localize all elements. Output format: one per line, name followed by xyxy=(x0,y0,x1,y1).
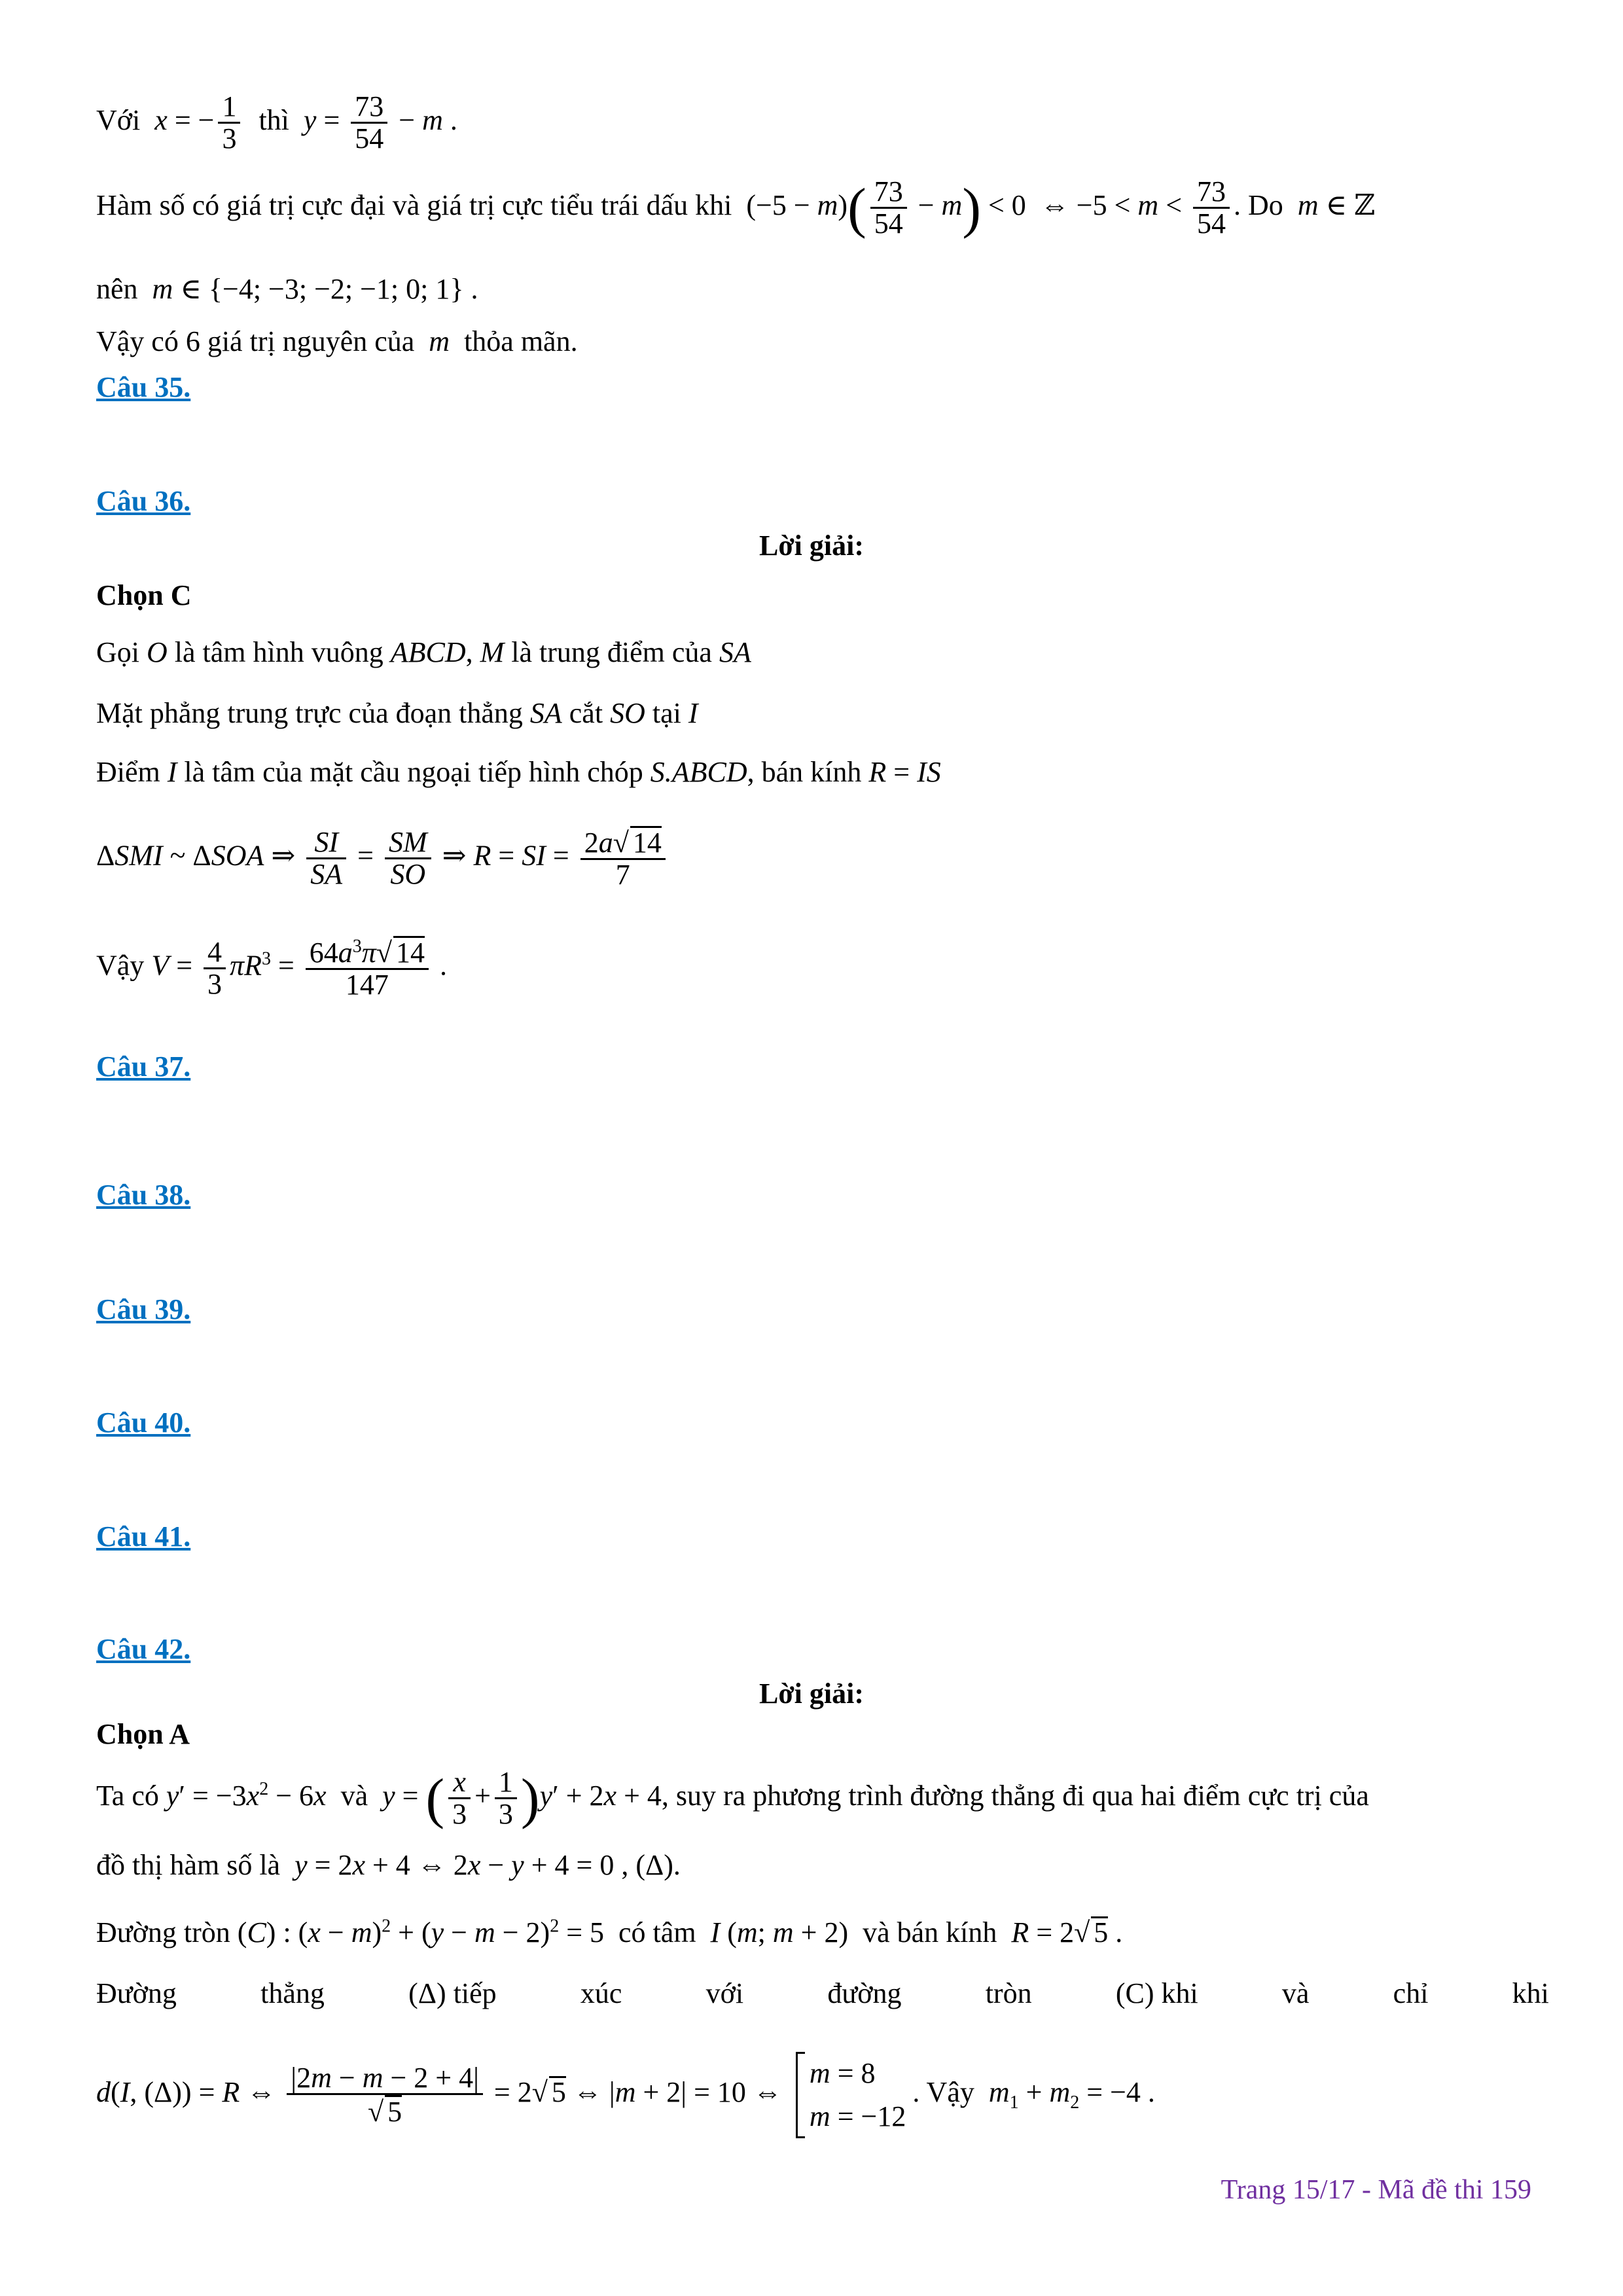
text-va: và xyxy=(340,1779,368,1812)
text-line-mat-phang: Mặt phẳng trung trực của đoạn thẳng SA cắt SO tại I xyxy=(96,697,698,729)
chon-c-answer: Chọn C xyxy=(96,579,192,611)
text-trung-diem: là trung điểm của xyxy=(511,636,712,668)
word-3: (Δ) tiếp xyxy=(408,1977,497,2009)
text-thoa-man: thỏa mãn. xyxy=(464,325,578,357)
question-39-link[interactable]: Câu 39. xyxy=(96,1293,191,1325)
question-42-link[interactable]: Câu 42. xyxy=(96,1633,191,1665)
word-4: xúc xyxy=(580,1977,622,2009)
text-voi: Với xyxy=(96,103,141,136)
text-line-vay-6: Vậy có 6 giá trị nguyên của m thỏa mãn. xyxy=(96,325,578,357)
text-ban-kinh: , bán kính xyxy=(747,756,862,788)
text-co-tam: có tâm xyxy=(618,1916,696,1948)
word-9: và xyxy=(1281,1977,1310,2009)
text-mat-phang: Mặt phẳng trung trực của đoạn thẳng xyxy=(96,697,523,729)
text-do-thi: đồ thị hàm số là xyxy=(96,1849,281,1881)
formula-volume: Vậy V = $\frac{4}{3}$ $\pi R^3$ = $\frac{64a^3\pi√ 14}{147}$ . xyxy=(96,935,447,1001)
text-vay-m: . Vậy xyxy=(912,2076,974,2109)
page-footer: Trang 15/17 - Mã đề thi 159 xyxy=(1221,2175,1531,2205)
text-line-nen: nên m ∈ {−4; −3; −2; −1; 0; 1} . xyxy=(96,273,478,305)
formula-similar-triangles: ΔSMI ~ ΔSOA ⇒ $\frac{SI}{SA}$ = $\frac{SM}{SO}$ ⇒ R = SI = $\frac{2a√ 14}{7}$ xyxy=(96,826,669,890)
text-line-do-thi: đồ thị hàm số là y = 2x + 4 ⇔ 2x − y + 4 = 0 , (Δ). xyxy=(96,1849,681,1881)
text-line-duong-thang xyxy=(96,1977,1549,2010)
text-line-voi-x: Với x = − $\frac{1}{3}$ thì y = $\frac{73}{54}$ − m . xyxy=(96,90,457,155)
word-2: thẳng xyxy=(260,1977,325,2009)
text-goi: Gọi xyxy=(96,636,139,668)
word-1: Đường xyxy=(96,1977,177,2009)
text-diem: Điểm xyxy=(96,756,160,788)
text-mat-cau: là tâm của mặt cầu ngoại tiếp hình chóp xyxy=(184,756,643,788)
text-duong-tron: Đường tròn xyxy=(96,1916,230,1948)
text-tam-hinh-vuong: là tâm hình vuông xyxy=(174,636,383,668)
loi-giai-heading: Lời giải: xyxy=(758,529,865,562)
chon-a-answer: Chọn A xyxy=(96,1718,190,1750)
formula-distance: d(I, (Δ)) = R ⇔ $\frac{|2m - m - 2 + 4|}{√ 5}$ = 2√ 5 ⇔ |m + 2| = 10 ⇔ m = 8 m = −12 . Vậy $m_1 + m_2 = -4$ . xyxy=(96,2052,1155,2138)
word-10: chỉ xyxy=(1393,1977,1429,2009)
word-11: khi xyxy=(1512,1977,1549,2009)
question-37-link[interactable]: Câu 37. xyxy=(96,1050,191,1083)
word-6: đường xyxy=(827,1977,902,2009)
word-8: (C) khi xyxy=(1115,1977,1198,2009)
text-thi: thì xyxy=(259,103,289,136)
question-38-link[interactable]: Câu 38. xyxy=(96,1179,191,1211)
text-vay: Vậy xyxy=(96,949,145,982)
text-do: . Do xyxy=(1234,188,1283,221)
word-5: với xyxy=(705,1977,744,2009)
question-35-link[interactable]: Câu 35. xyxy=(96,371,191,403)
text-line-ta-co: Ta có $y' = -3x^2 - 6x$ và y = ( $\frac{x}{3}$ + $\frac{1}{3}$ )y′ + 2x + 4, suy ra phương trình đường thẳng đi qua hai điểm cực trị của xyxy=(96,1766,1369,1831)
question-36-link[interactable]: Câu 36. xyxy=(96,485,191,517)
text-ta-co: Ta có xyxy=(96,1779,159,1812)
text-tai: tại xyxy=(652,697,681,729)
text-vay-6: Vậy có 6 giá trị nguyên của xyxy=(96,325,415,357)
question-41-link[interactable]: Câu 41. xyxy=(96,1520,191,1552)
text-line-duong-tron: Đường tròn (C) : $(x - m)^2 + (y - m - 2)^2 = 5$ có tâm I (m; m + 2) và bán kính R = 2√ 5 . xyxy=(96,1916,1123,1948)
text-line-diem-i: Điểm I là tâm của mặt cầu ngoại tiếp hình chóp S.ABCD, bán kính R = IS xyxy=(96,756,941,788)
word-7: tròn xyxy=(985,1977,1032,2009)
text-ham-so: Hàm số có giá trị cực đại và giá trị cực tiểu trái dấu khi xyxy=(96,188,732,221)
text-va-ban-kinh: và bán kính xyxy=(863,1916,997,1948)
text-line-goi-o: Gọi O là tâm hình vuông ABCD, M là trung điểm của SA xyxy=(96,636,751,668)
loi-giai-heading-2: Lời giải: xyxy=(758,1677,865,1710)
text-cat: cắt xyxy=(569,697,603,729)
text-nen: nên xyxy=(96,273,138,305)
text-suy-ra: , suy ra phương trình đường thẳng đi qua hai điểm cực trị của xyxy=(661,1779,1369,1812)
question-40-link[interactable]: Câu 40. xyxy=(96,1407,191,1439)
text-line-ham-so: Hàm số có giá trị cực đại và giá trị cực tiểu trái dấu khi (−5 − m)( $\frac{73}{54}$ − m) < 0 ⇔ −5 < m < $\frac{73}{54}$ . Do m ∈ ℤ xyxy=(96,175,1376,240)
